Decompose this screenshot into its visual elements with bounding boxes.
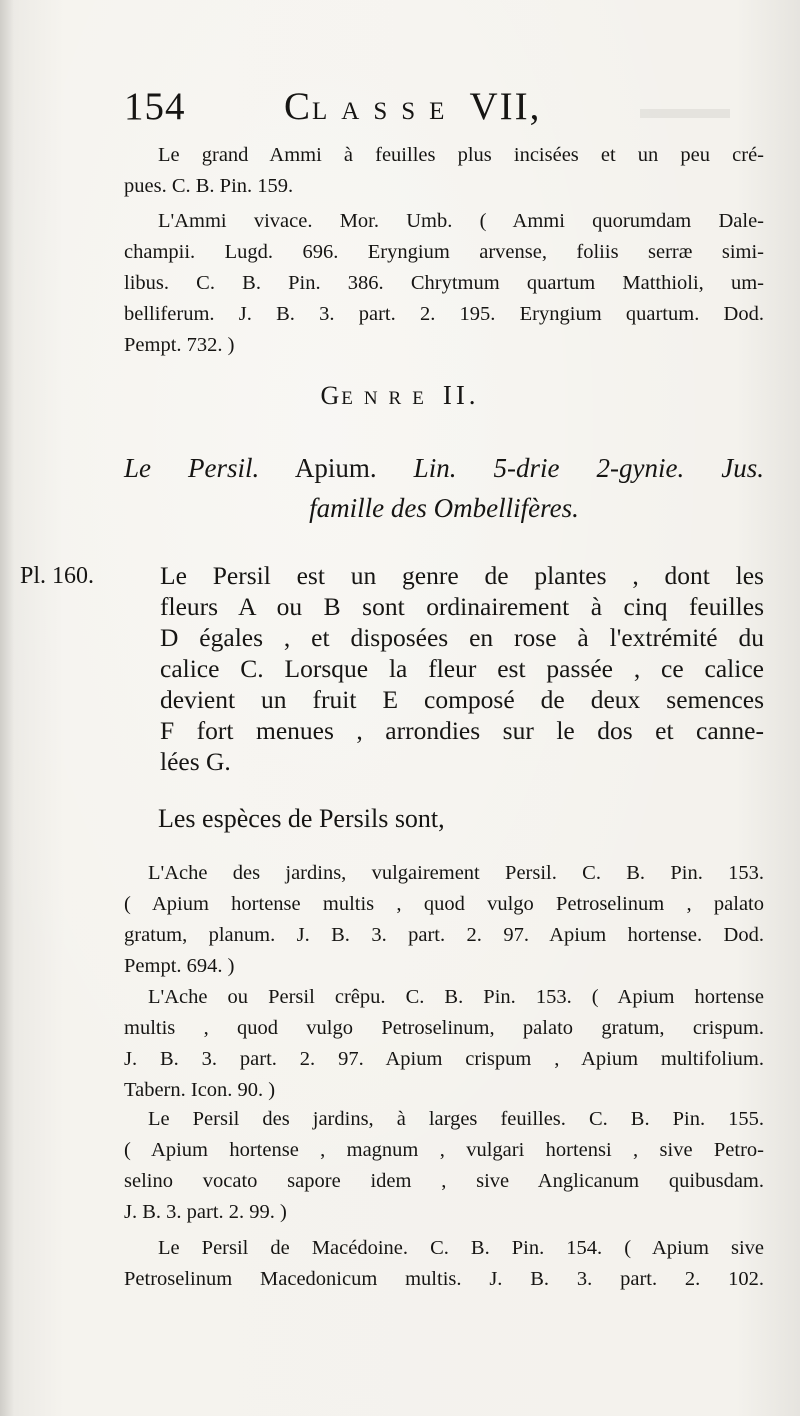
species-entry: [124, 1104, 764, 1228]
text-line: lées G.: [160, 747, 231, 776]
text-line: Petroselinum Macedonicum multis. J. B. 3. part. 2. 102.: [124, 1268, 764, 1290]
text-line: Pempt. 732. ): [124, 334, 235, 356]
text-line: ( Apium hortense , magnum , vulgari hortensi , sive Petro-: [124, 1139, 764, 1161]
text-line: multis , quod vulgo Petroselinum, palato gratum, crispum.: [124, 1017, 764, 1039]
running-title-roman: VII,: [469, 85, 542, 128]
linnaeus-label: Lin.: [413, 453, 457, 483]
text-line: libus. C. B. Pin. 386. Chrytmum quartum Matthioli, um-: [124, 272, 764, 294]
genre-title-initial: G: [320, 381, 342, 410]
text-line: Le Persil des jardins, à larges feuilles. C. B. Pin. 155.: [148, 1108, 764, 1130]
genre-name-line: [124, 448, 764, 488]
page-number: 154: [124, 85, 186, 128]
text-line: pues. C. B. Pin. 159.: [124, 175, 294, 197]
latin-name: Apium.: [294, 453, 377, 483]
text-line: Le grand Ammi à feuilles plus incisées et un peu cré-: [158, 144, 764, 166]
text-line: Le Persil de Macédoine. C. B. Pin. 154. ( Apium sive: [158, 1237, 764, 1259]
intro-paragraph: [124, 140, 764, 202]
running-title-smallcaps: LASSE: [312, 98, 459, 125]
text-line: ( Apium hortense multis , quod vulgo Petroselinum , palato: [124, 893, 764, 915]
text-line: Pempt. 694. ): [124, 955, 235, 977]
text-line: D égales , et disposées en rose à l'extrémité du: [160, 623, 764, 652]
species-entry: [124, 1233, 764, 1295]
genre-title-smallcaps: ENRE: [341, 388, 435, 409]
genre-name-heading: [124, 448, 764, 528]
page-header: [124, 84, 764, 134]
text-line: L'Ache des jardins, vulgairement Persil. C. B. Pin. 153.: [148, 862, 764, 884]
bleed-through: ▬▬▬: [640, 92, 730, 125]
common-name: Le Persil.: [124, 453, 260, 483]
plate-reference: Pl. 160.: [20, 563, 95, 589]
running-title: [284, 84, 541, 129]
genre-title-roman: II.: [442, 380, 480, 410]
text-line: devient un fruit E composé de deux semences: [160, 685, 764, 714]
text-line: Le Persil est un genre de plantes , dont les: [160, 561, 764, 590]
text-line: J. B. 3. part. 2. 99. ): [124, 1201, 287, 1223]
text-line: selino vocato sapore idem , sive Anglicanum quibusdam.: [124, 1170, 764, 1192]
family-line: famille des Ombellifères.: [309, 493, 579, 523]
genre-description: [160, 560, 764, 777]
text-line: Tabern. Icon. 90. ): [124, 1079, 276, 1101]
species-heading: Les espèces de Persils sont,: [158, 804, 445, 833]
text-line: fleurs A ou B sont ordinairement à cinq feuilles: [160, 592, 764, 621]
species-entry: [124, 982, 764, 1106]
text-line: calice C. Lorsque la fleur est passée , ce calice: [160, 654, 764, 683]
text-line: belliferum. J. B. 3. part. 2. 195. Eryngium quartum. Dod.: [124, 303, 764, 325]
genre-title: [0, 380, 800, 411]
jussieu-label: Jus.: [721, 453, 765, 483]
page-gutter-shadow: [0, 0, 14, 1416]
text-line: F fort menues , arrondies sur le dos et canne-: [160, 716, 764, 745]
intro-paragraph: [124, 206, 764, 361]
text-line: L'Ammi vivace. Mor. Umb. ( Ammi quorumdam Dale-: [158, 210, 764, 232]
running-title-initial: C: [284, 85, 313, 128]
species-entry: [124, 858, 764, 982]
text-line: champii. Lugd. 696. Eryngium arvense, foliis serræ simi-: [124, 241, 764, 263]
text-line: gratum, planum. J. B. 3. part. 2. 97. Apium hortense. Dod.: [124, 924, 764, 946]
linnaean-class: 5-drie 2-gynie.: [493, 453, 685, 483]
text-line: L'Ache ou Persil crêpu. C. B. Pin. 153. ( Apium hortense: [148, 986, 764, 1008]
text-line: J. B. 3. part. 2. 97. Apium crispum , Apium multifolium.: [124, 1048, 764, 1070]
